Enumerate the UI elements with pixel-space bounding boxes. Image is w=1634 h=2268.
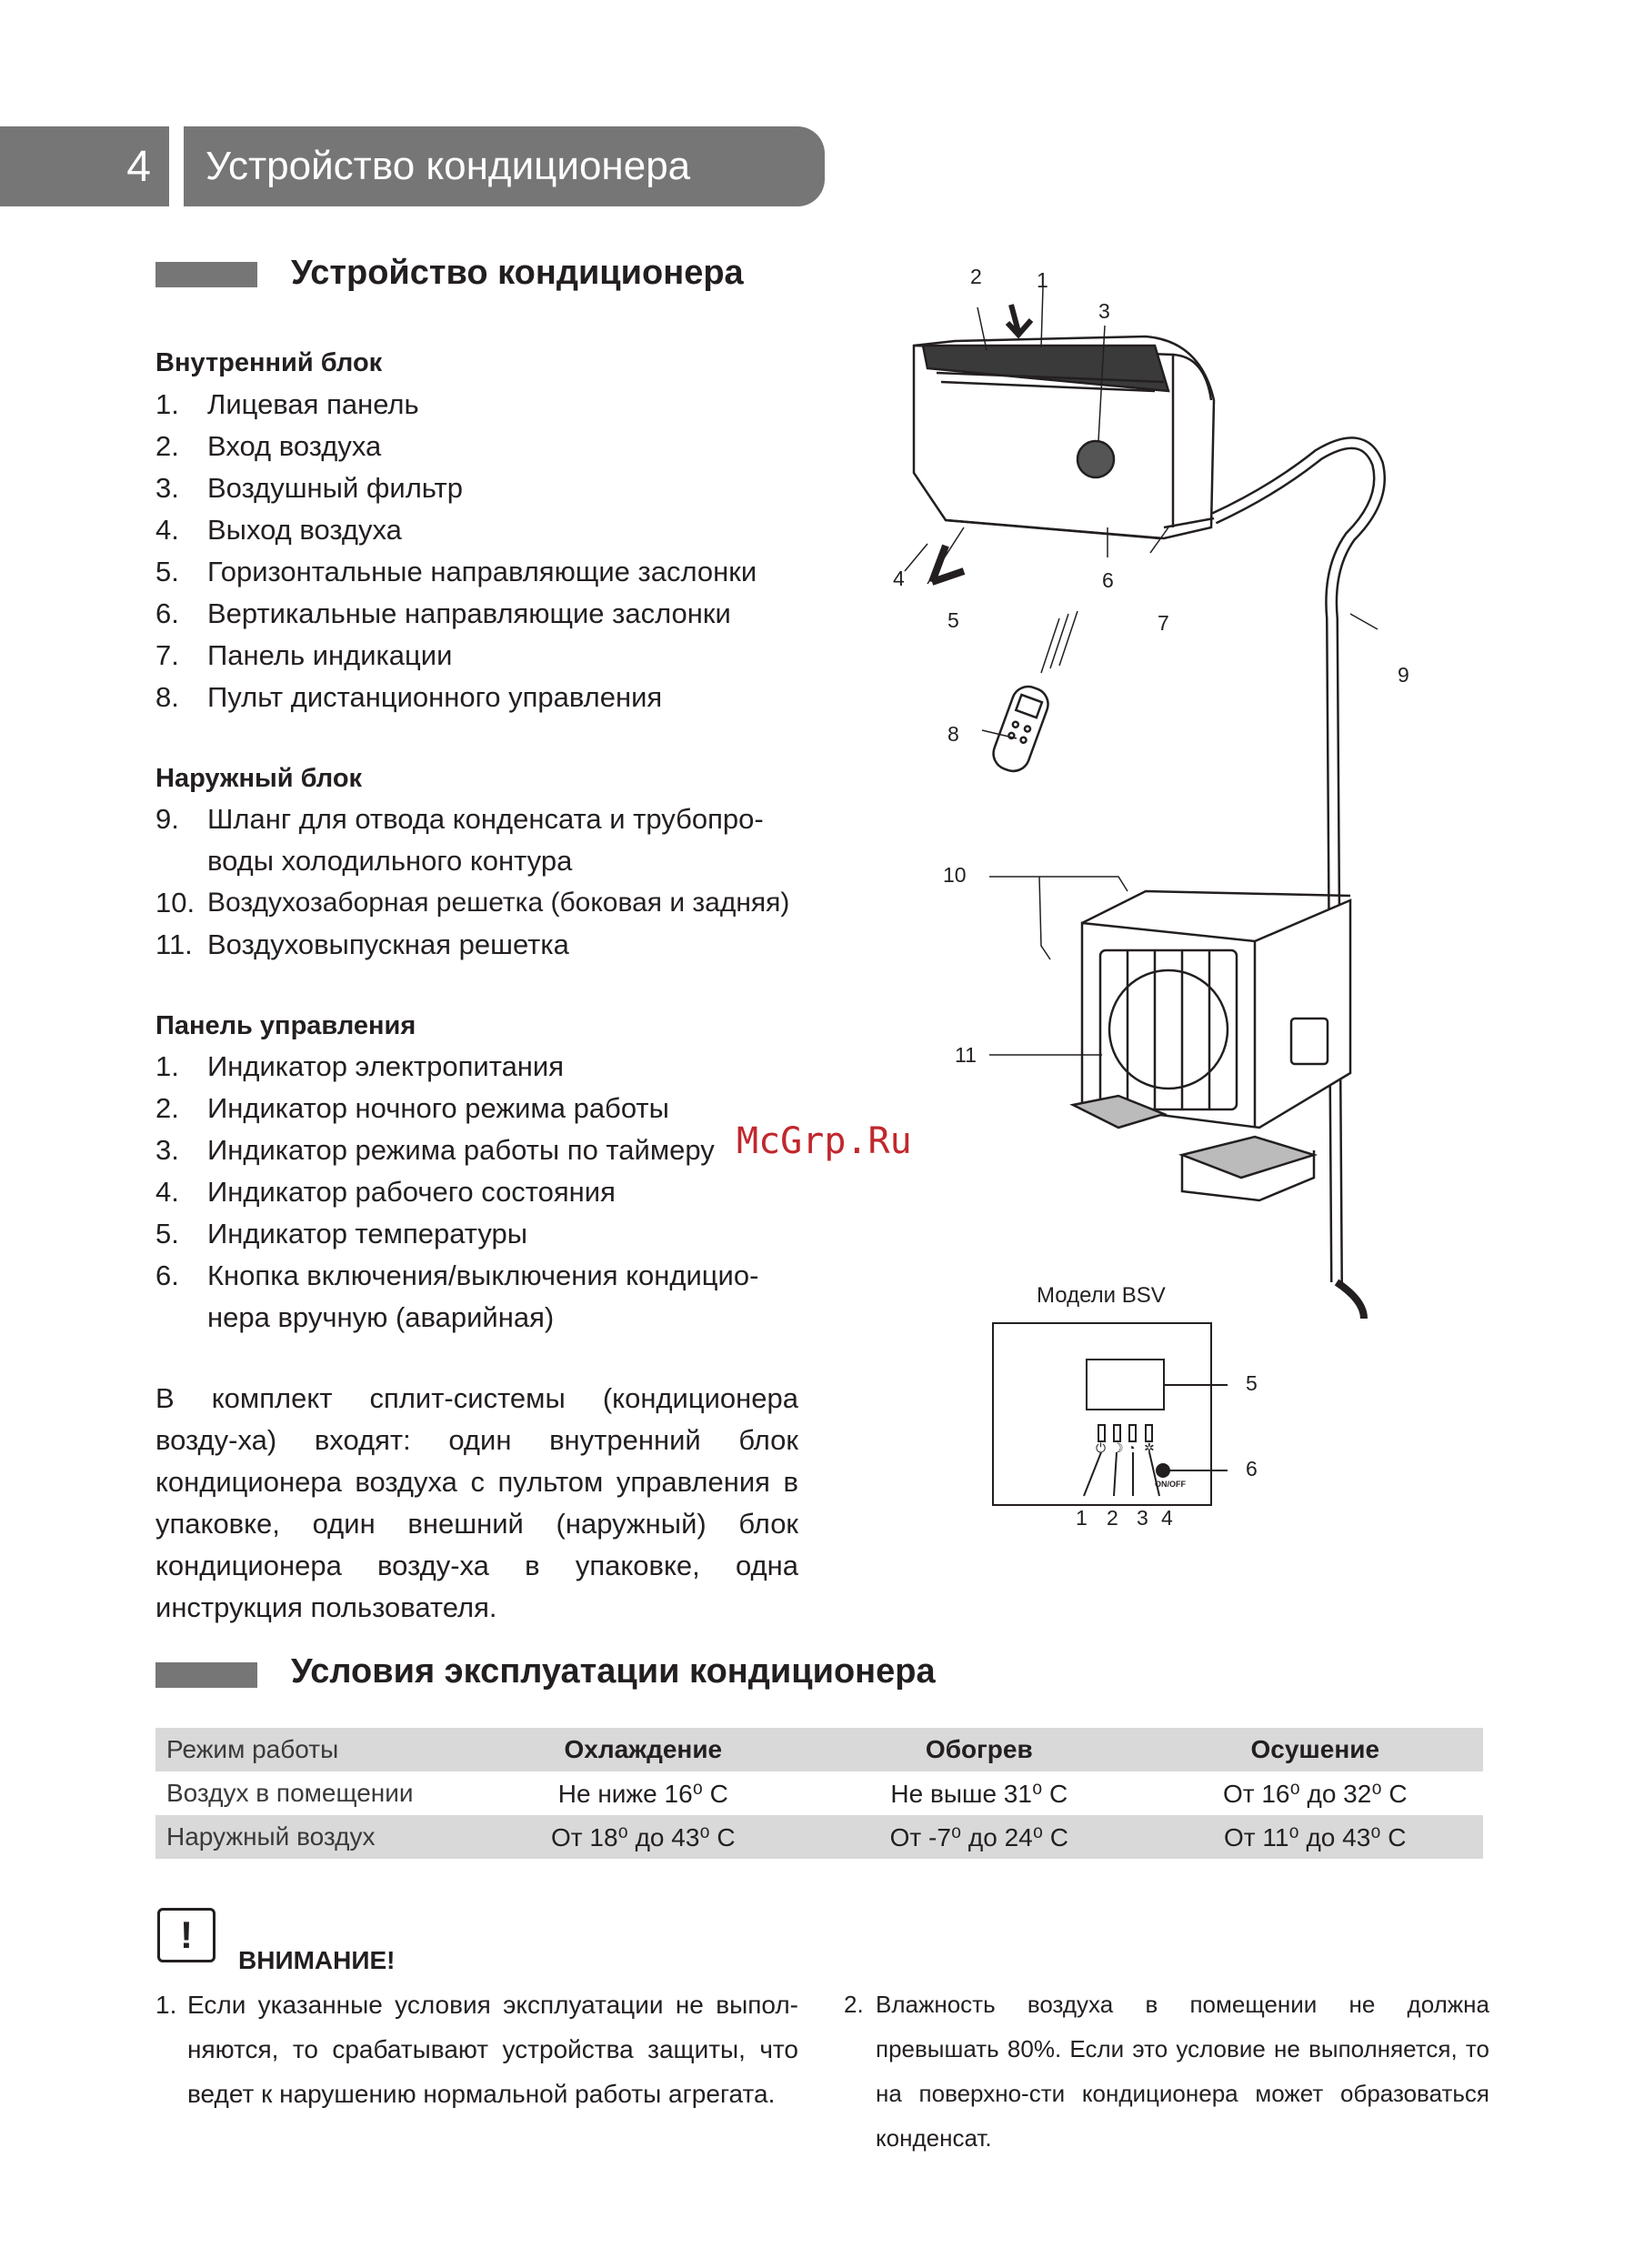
warning-note-2: 2. Влажность воздуха в помещении не должна превышать 80%. Если это условие не выполняется, то на поверхно-сти кондиционера может образоваться конденсат. xyxy=(844,1991,1489,2152)
list-item: 1. Индикатор электропитания xyxy=(155,1050,565,1082)
callout-3: 3 xyxy=(1098,299,1110,323)
page-header-title: Устройство кондиционера xyxy=(184,126,825,206)
section-marker xyxy=(155,262,257,287)
callout-2: 2 xyxy=(970,265,982,288)
list-item: 10. Воздухозаборная решетка (боковая и задняя) xyxy=(155,887,790,918)
callout-11: 11 xyxy=(955,1043,977,1067)
warning-icon: ! xyxy=(157,1908,216,1962)
table-row: Воздух в помещении Не ниже 16⁰ C Не выше 31⁰ C От 16⁰ до 32⁰ C xyxy=(166,1779,1408,1808)
callout-9: 9 xyxy=(1398,663,1409,687)
control-panel-diagram xyxy=(982,1314,1273,1537)
list-item: 11. Воздуховыпускная решетка xyxy=(155,928,569,960)
svg-text:☽: ☽ xyxy=(1112,1440,1124,1455)
onoff-label: ON/OFF xyxy=(1155,1480,1186,1489)
callout-10: 10 xyxy=(943,863,967,887)
list-item: 9. Шланг для отвода конденсата и трубопро- xyxy=(155,803,764,835)
panel-callout-5: 5 xyxy=(1246,1371,1258,1395)
conditions-table xyxy=(155,1728,1483,1859)
panel-callout-4: 4 xyxy=(1161,1506,1173,1530)
list-item: 8. Пульт дистанционного управления xyxy=(155,681,663,713)
panel-callout-1: 1 xyxy=(1076,1506,1088,1530)
section-title-device: Устройство кондиционера xyxy=(291,254,744,292)
indoor-list xyxy=(155,384,810,718)
warning-title: ВНИМАНИЕ! xyxy=(238,1946,396,1974)
list-item: 5. Индикатор температуры xyxy=(155,1218,528,1249)
list-item: 6. Вертикальные направляющие заслонки xyxy=(155,597,731,629)
callout-7: 7 xyxy=(1158,611,1169,635)
warning-note-1: 1. Если указанные условия эксплуатации не выпол-няются, то срабатывают устройства защиты, что ведет к нарушению нормальной работы агрегата. xyxy=(155,1991,798,2108)
kit-paragraph: В комплект сплит-системы (кондиционера возду-ха) входят: один внутренний блок кондиционера воздуха с пультом управления в упаковке, один внешний (наружный) блок кондиционера возду-ха в упаковке, одна инструкция пользователя. xyxy=(155,1382,798,1623)
callout-6: 6 xyxy=(1102,568,1114,592)
callout-4: 4 xyxy=(893,567,905,590)
callout-1: 1 xyxy=(1037,268,1048,292)
panel-callout-2: 2 xyxy=(1107,1506,1118,1530)
list-item: нера вручную (аварийная) xyxy=(207,1301,555,1333)
list-item: 2. Вход воздуха xyxy=(155,430,382,462)
outdoor-heading: Наружный блок xyxy=(155,764,363,793)
list-item: 4. Индикатор рабочего состояния xyxy=(155,1176,616,1208)
callout-8: 8 xyxy=(947,722,959,746)
list-item: 6. Кнопка включения/выключения кондицио- xyxy=(155,1259,759,1291)
page-number: 4 xyxy=(0,126,169,206)
model-caption: Модели BSV xyxy=(1037,1283,1166,1308)
panel-callout-3: 3 xyxy=(1137,1506,1148,1530)
panel-list xyxy=(155,1046,798,1339)
svg-text:⏻: ⏻ xyxy=(1096,1440,1107,1455)
list-item: 1. Лицевая панель xyxy=(155,388,419,420)
section-title-conditions: Условия эксплуатации кондиционера xyxy=(291,1652,936,1691)
table-header-row: Режим работы Охлаждение Обогрев Осушение xyxy=(155,1728,1483,1771)
list-item: 2. Индикатор ночного режима работы xyxy=(155,1092,669,1124)
table-row: Наружный воздух От 18⁰ до 43⁰ C От -7⁰ до 24⁰ C От 11⁰ до 43⁰ C xyxy=(155,1815,1483,1859)
svg-text:◔: ◔ xyxy=(1128,1440,1136,1455)
list-item: 4. Выход воздуха xyxy=(155,514,402,546)
indoor-heading: Внутренний блок xyxy=(155,348,383,377)
callout-5: 5 xyxy=(947,608,959,632)
list-item: 7. Панель индикации xyxy=(155,639,453,671)
list-item: воды холодильного контура xyxy=(207,845,573,877)
svg-text:✲: ✲ xyxy=(1144,1440,1155,1455)
panel-heading: Панель управления xyxy=(155,1011,416,1040)
list-item: 5. Горизонтальные направляющие заслонки xyxy=(155,556,757,587)
section-marker xyxy=(155,1662,257,1688)
watermark: McGrp.Ru xyxy=(737,1120,912,1162)
list-item: 3. Воздушный фильтр xyxy=(155,472,463,504)
panel-callout-6: 6 xyxy=(1246,1457,1258,1480)
outdoor-list xyxy=(155,798,798,966)
list-item: 3. Индикатор режима работы по таймеру xyxy=(155,1134,715,1166)
